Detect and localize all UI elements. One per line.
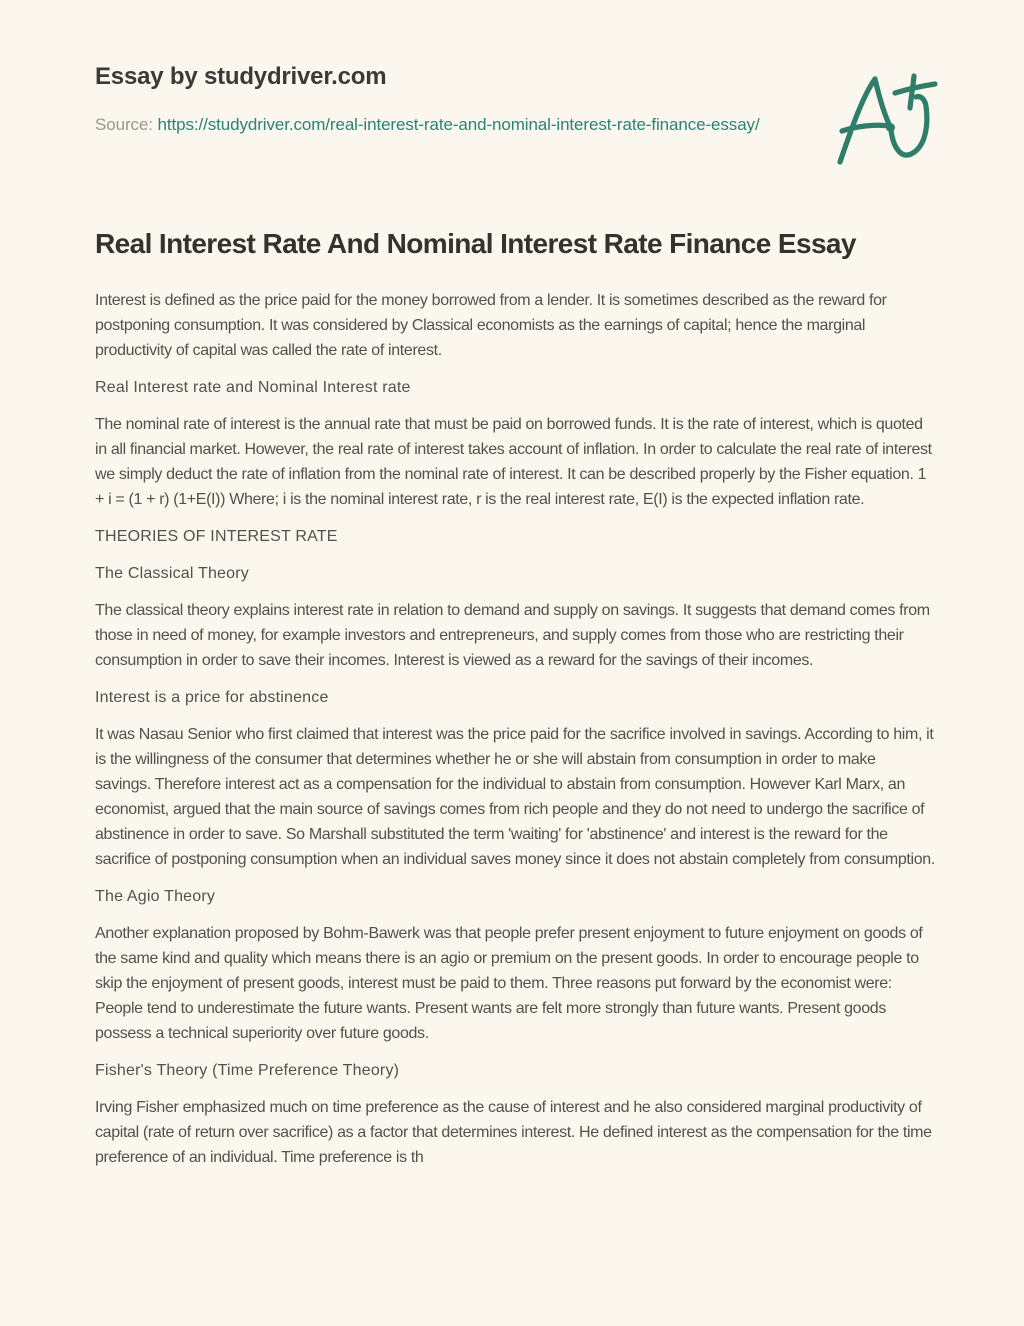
page-header: [95, 62, 929, 140]
essay-paragraph: The classical theory explains interest rate in relation to demand and supply on savings. It suggests that demand comes from those in need of money, for example investors and entrepreneurs, and supply comes from those who are restricting their consumption in order to save their incomes. Interest is viewed as a reward for the savings of their incomes.: [95, 602, 930, 669]
essay-paragraph: It was Nasau Senior who first claimed that interest was the price paid for the sacrifice involved in savings. According to him, it is the willingness of the consumer that determines whether he or she will abstain from consumption in order to make savings. Therefore interest act as a compensation for the individual to abstain from consumption. However Karl Marx, an economist, argued that the main source of savings comes from rich people and they do not need to undergo the sacrifice of abstinence in order to save. So Marshall substituted the term 'waiting' for 'abstinence' and interest is the reward for the sacrifice of postponing consumption when an individual saves money since it does not abstain completely from consumption.: [95, 726, 935, 868]
source-label: Source:: [95, 115, 153, 134]
source-line: [95, 110, 760, 140]
essay-paragraph: Irving Fisher emphasized much on time preference as the cause of interest and he also considered marginal productivity of capital (rate of return over sacrifice) as a factor that determines interest. He defined interest as the compensation for the time preference of an individual. Time preference is th: [95, 1099, 932, 1166]
essay-subheading: Real Interest rate and Nominal Interest rate: [95, 379, 411, 396]
essay-subheading: Interest is a price for abstinence: [95, 689, 329, 706]
essay-subheading: The Agio Theory: [95, 888, 216, 905]
essay-content: [95, 288, 935, 1170]
source-url-link[interactable]: https://studydriver.com/real-interest-rate-and-nominal-interest-rate-finance-essay/: [157, 115, 760, 134]
essay-subheading: Fisher's Theory (Time Preference Theory): [95, 1062, 400, 1079]
brand-title: Essay by studydriver.com: [95, 63, 387, 90]
essay-paragraph: The nominal rate of interest is the annual rate that must be paid on borrowed funds. It is the rate of interest, which is quoted in all financial market. However, the real rate of interest takes account of inflation. In order to calculate the real rate of interest we simply deduct the rate of inflation from the nominal rate of interest. It can be described properly by the Fisher equation. 1 + i = (1 + r) (1+E(I)) Where; i is the nominal interest rate, r is the real interest rate, E(I) is the expected inflation rate.: [95, 416, 932, 508]
a-plus-logo-icon: [833, 70, 941, 168]
essay-paragraph: Interest is defined as the price paid for the money borrowed from a lender. It is sometimes described as the reward for postponing consumption. It was considered by Classical economists as the earnings of capital; hence the marginal productivity of capital was called the rate of interest.: [95, 292, 887, 359]
essay-paragraph: Another explanation proposed by Bohm-Bawerk was that people prefer present enjoyment to future enjoyment on goods of the same kind and quality which means there is an agio or premium on the present goods. In order to encourage people to skip the enjoyment of present goods, interest must be paid to them. Three reasons put forward by the economist were: People tend to underestimate the future wants. Present wants are felt more strongly than future wants. Present goods possess a technical superiority over future goods.: [95, 925, 923, 1042]
essay-subheading: THEORIES OF INTEREST RATE: [95, 528, 338, 545]
essay-subheading: The Classical Theory: [95, 565, 249, 582]
essay-title: Real Interest Rate And Nominal Interest Rate Finance Essay: [95, 228, 856, 259]
